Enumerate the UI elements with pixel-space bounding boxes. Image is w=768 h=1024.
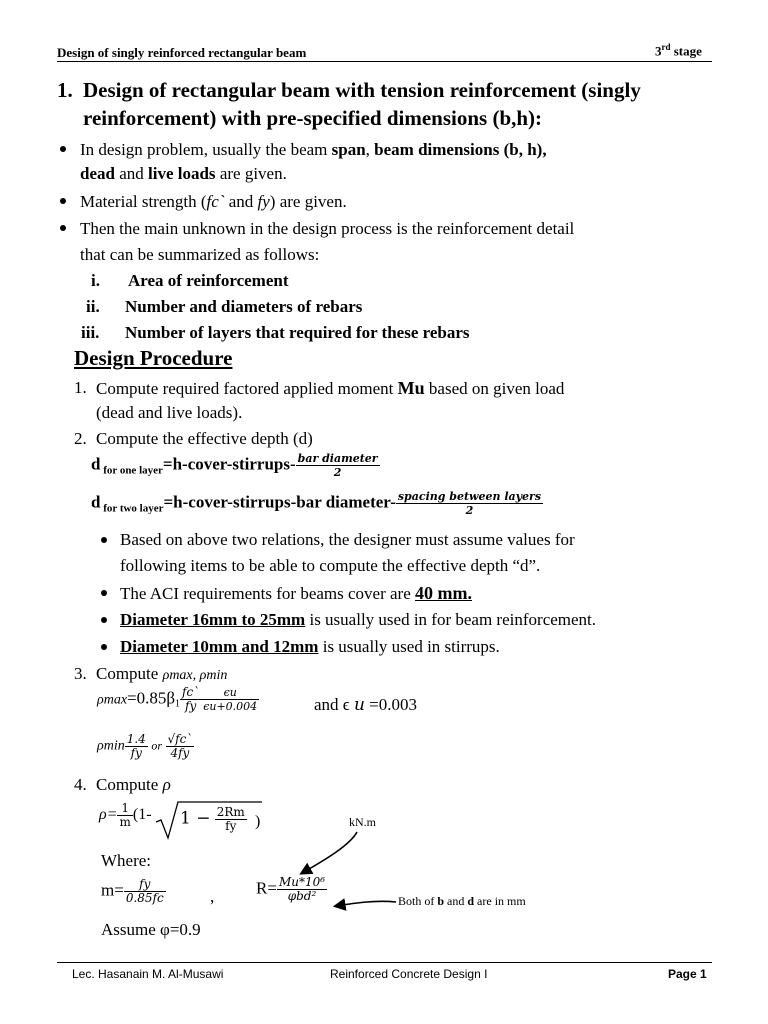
sub-bullet-3 [120, 610, 596, 630]
rho-max-lhs: ρmax [97, 692, 128, 708]
bullet-dot [60, 198, 66, 204]
epsilon-u [314, 695, 417, 715]
step-2-num: 2. [74, 429, 87, 448]
rho-max-frac1 [180, 686, 201, 713]
eps-u: u [353, 695, 365, 715]
d1-sub: for one layer [100, 464, 163, 477]
r-equation [256, 876, 327, 903]
d2-fraction [396, 490, 543, 517]
d1-expr: =h-cover-stirrups- [162, 454, 296, 474]
rho-equation [99, 802, 152, 829]
r-lhs: R= [256, 878, 277, 898]
assume-phi: Assume φ=0.9 [101, 920, 201, 939]
d1-d: d [91, 454, 101, 474]
d2-expr: =h-cover-stirrups-bar diameter- [163, 492, 396, 512]
roman-text-2: Number and diameters of rebars [125, 297, 363, 316]
sqrt-fd: fy [215, 819, 247, 833]
both-tail: are in mm [474, 894, 526, 908]
section-number: 1. [57, 78, 73, 102]
both-d: d [467, 894, 475, 908]
b2-tail: ) are given. [269, 192, 347, 211]
d-one-layer [91, 452, 380, 479]
step1-b: based on given load [424, 379, 565, 398]
rho-f1d: m [119, 815, 131, 829]
sqrt-fn: 2Rm [216, 805, 245, 819]
rho-min-lhs: ρmin [97, 738, 125, 754]
s3-tail: is usually used in for beam reinforcement. [305, 610, 597, 629]
rho-max-equation [97, 686, 259, 713]
both-a: Both of [398, 894, 438, 908]
section-title-line1: Design of rectangular beam with tension reinforcement (singly [83, 78, 641, 102]
d2-num: spacing between layers [397, 490, 542, 503]
s2-val: 40 mm. [415, 583, 473, 603]
rho-min-f2n: √fc` [167, 732, 193, 746]
bullet-3-line2: that can be summarized as follows: [80, 245, 320, 264]
b1-tail: are given. [215, 164, 287, 183]
bullet-2 [80, 192, 347, 212]
header-stage [655, 42, 702, 59]
m-den: 0.85fc [125, 891, 164, 905]
rho-max-eq: =0.85β [127, 688, 176, 708]
header-rule [57, 61, 712, 62]
sqrt-content [180, 806, 247, 833]
b2-a: Material strength ( [80, 192, 207, 211]
step3-vars: ρmax, ρmin [162, 668, 228, 683]
rho-max-f1d: fy [180, 699, 201, 713]
bullet-3-line1: Then the main unknown in the design process is the reinforcement detail [80, 219, 575, 238]
rho-max-f1n: fc` [182, 685, 200, 699]
m-comma: , [210, 887, 215, 906]
both-b: b [437, 894, 445, 908]
b1-dims: beam dimensions (b, h), [374, 140, 547, 159]
step1-mu: Mu [397, 378, 425, 398]
sub-bullet-dot [101, 617, 107, 623]
b1-span: span [331, 140, 366, 159]
sub-bullet-dot [101, 644, 107, 650]
d2-den: 2 [396, 503, 543, 517]
eps-and: and ϵ [314, 695, 354, 714]
s4-u: Diameter 10mm and 12mm [120, 637, 319, 656]
rho-open: (1- [132, 806, 152, 824]
m-equation [101, 878, 166, 905]
sub-bullet-dot [101, 590, 107, 596]
r-frac [277, 876, 327, 903]
d2-sub: for two layer [100, 502, 164, 515]
m-lhs: m= [101, 880, 124, 900]
step-3-text [96, 664, 227, 686]
rho-min-equation [97, 733, 194, 760]
step-3-num: 3. [74, 664, 87, 683]
d1-fraction [296, 452, 380, 479]
sub-bullet-4 [120, 637, 500, 657]
footer-course: Reinforced Concrete Design I [330, 967, 488, 981]
mm-arrow [336, 901, 396, 906]
both-note [398, 894, 526, 909]
sub-bullet-1-line1: Based on above two relations, the designer must assume values for [120, 530, 575, 549]
roman-num-2: ii. [86, 297, 100, 316]
b1-dead: dead [80, 164, 115, 183]
step3-a: Compute [96, 664, 163, 683]
header-title: Design of singly reinforced rectangular beam [57, 45, 307, 60]
m-frac [124, 878, 166, 905]
header-stage-sup: rd [661, 42, 671, 52]
rho-min-frac2 [166, 733, 195, 760]
rho-min-f2d: 4fy [166, 746, 195, 760]
rho-max-f2d: ϵu+0.004 [203, 700, 258, 713]
rho-close: ) [255, 813, 261, 830]
step-2-text: Compute the effective depth (d) [96, 429, 313, 448]
s2-a: The ACI requirements for beams cover are [120, 584, 416, 603]
rho-max-beta-sub: 1 [175, 698, 181, 710]
both-and: and [444, 894, 468, 908]
b2-fc: fc` [206, 192, 225, 211]
rho-lhs: ρ= [99, 806, 118, 824]
step1-a: Compute required factored applied moment [96, 379, 398, 398]
s3-u: Diameter 16mm to 25mm [120, 610, 306, 629]
sub-bullet-1-line2: following items to be able to compute the effective depth “d”. [120, 556, 541, 575]
footer-rule [57, 962, 712, 963]
roman-text-3: Number of layers that required for these rebars [125, 323, 470, 342]
b1-comma: , [365, 140, 375, 159]
step4-rho: ρ [162, 775, 171, 794]
s4-tail: is usually used in stirrups. [318, 637, 500, 656]
step-4-num: 4. [74, 775, 87, 794]
rho-min-f1n: 1.4 [126, 732, 146, 746]
eps-val: =0.003 [364, 695, 417, 714]
step-1-num: 1. [74, 378, 87, 397]
r-num: Mu*10⁶ [278, 875, 326, 889]
bullet-dot [60, 146, 66, 152]
m-num: fy [139, 877, 151, 891]
bullet-dot [60, 225, 66, 231]
section-title-line2: reinforcement) with pre-specified dimensions (b,h): [83, 106, 543, 130]
procedure-heading: Design Procedure [74, 346, 233, 370]
rho-min-frac1 [125, 733, 148, 760]
b2-and: and [224, 192, 258, 211]
kn-label: kN.m [349, 815, 376, 829]
step-1-line2: (dead and live loads). [96, 403, 243, 422]
rho-frac1 [117, 802, 132, 829]
rho-min-or: or [151, 738, 162, 753]
footer-page: Page 1 [668, 967, 707, 981]
b1-text: In design problem, usually the beam [80, 140, 332, 159]
d-two-layer [91, 490, 543, 517]
roman-num-1: i. [91, 271, 100, 290]
b1-live: live loads [148, 164, 216, 183]
b1-and: and [114, 164, 149, 183]
rho-f1n: 1 [121, 801, 129, 815]
bullet-1-line1 [80, 140, 547, 160]
d1-den: 2 [296, 465, 380, 479]
step-4-text [96, 775, 171, 795]
where-label: Where: [101, 851, 152, 870]
r-den: φbd² [277, 889, 327, 903]
footer-lecturer: Lec. Hasanain M. Al-Musawi [72, 967, 224, 981]
rho-max-f2n: ϵu [223, 686, 237, 699]
step4-a: Compute [96, 775, 163, 794]
header-stage-word: stage [670, 43, 702, 59]
kn-arrow [302, 832, 357, 873]
rho-max-frac2 [201, 686, 259, 713]
bullet-1-line2 [80, 164, 287, 184]
b2-fy: fy [257, 192, 270, 211]
roman-text-1: Area of reinforcement [128, 271, 289, 290]
header-stage-num: 3 [655, 43, 662, 59]
roman-num-3: iii. [81, 323, 100, 342]
sub-bullet-2 [120, 583, 472, 604]
sub-bullet-dot [101, 537, 107, 543]
d2-d: d [91, 492, 101, 512]
sqrt-one: 1 − [180, 808, 211, 829]
d1-num: bar diameter [297, 452, 378, 465]
rho-min-f1d: fy [125, 746, 148, 760]
sqrt-frac [215, 806, 247, 833]
step-1-line1 [96, 378, 564, 399]
